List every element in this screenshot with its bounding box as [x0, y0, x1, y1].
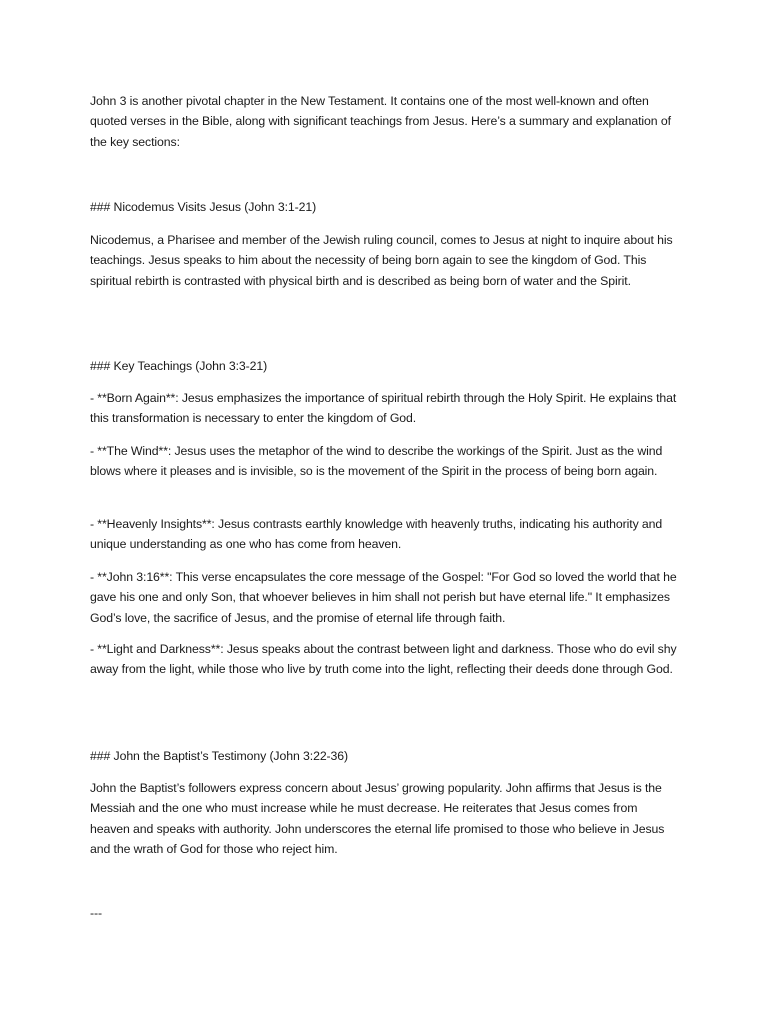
section-heading-john-baptist: ### John the Baptist’s Testimony (John 3:22-36) [90, 749, 349, 763]
nicodemus-paragraph: Nicodemus, a Pharisee and member of the Jewish ruling council, comes to Jesus at night to inquire about his teachings. Jesus speaks to him about the necessity of being born again to see the kingdom of God. This spiritual rebirth is contrasted with physical birth and is described as being born of water and the Spirit. [90, 233, 673, 288]
list-item-born-again: - **Born Again**: Jesus emphasizes the importance of spiritual rebirth through the Holy Spirit. He explains that this transformation is necessary to enter the kingdom of God. [90, 391, 677, 426]
section-heading-nicodemus: ### Nicodemus Visits Jesus (John 3:1-21) [90, 200, 317, 214]
john-baptist-paragraph: John the Baptist’s followers express concern about Jesus’ growing popularity. John affirms that Jesus is the Messiah and the one who must increase while he must decrease. He reiterates that Jesus comes from heaven and speaks with authority. John underscores the eternal life promised to those who believe in Jesus and the wrath of God for those who reject him. [90, 781, 665, 856]
list-item-light-and-darkness: - **Light and Darkness**: Jesus speaks about the contrast between light and darkness. Those who do evil shy away from the light, while those who live by truth come into the light, reflecting their deeds done through God. [90, 642, 677, 677]
list-item-the-wind: - **The Wind**: Jesus uses the metaphor of the wind to describe the workings of the Spirit. Just as the wind blows where it pleases and is invisible, so is the movement of the Spirit in the process of being born again. [90, 444, 663, 479]
section-heading-key-teachings: ### Key Teachings (John 3:3-21) [90, 359, 268, 373]
intro-paragraph: John 3 is another pivotal chapter in the New Testament. It contains one of the most well-known and often quoted verses in the Bible, along with significant teachings from Jesus. Here’s a summary and explanation of the key sections: [90, 94, 671, 149]
list-item-john-3-16: - **John 3:16**: This verse encapsulates the core message of the Gospel: "For God so loved the world that he gave his one and only Son, that whoever believes in him shall not perish but have eternal life." It emphasizes God’s love, the sacrifice of Jesus, and the promise of eternal life through faith. [90, 570, 677, 625]
horizontal-rule-marker: --- [90, 906, 102, 920]
list-item-heavenly-insights: - **Heavenly Insights**: Jesus contrasts earthly knowledge with heavenly truths, indicating his authority and unique understanding as one who has come from heaven. [90, 517, 663, 552]
